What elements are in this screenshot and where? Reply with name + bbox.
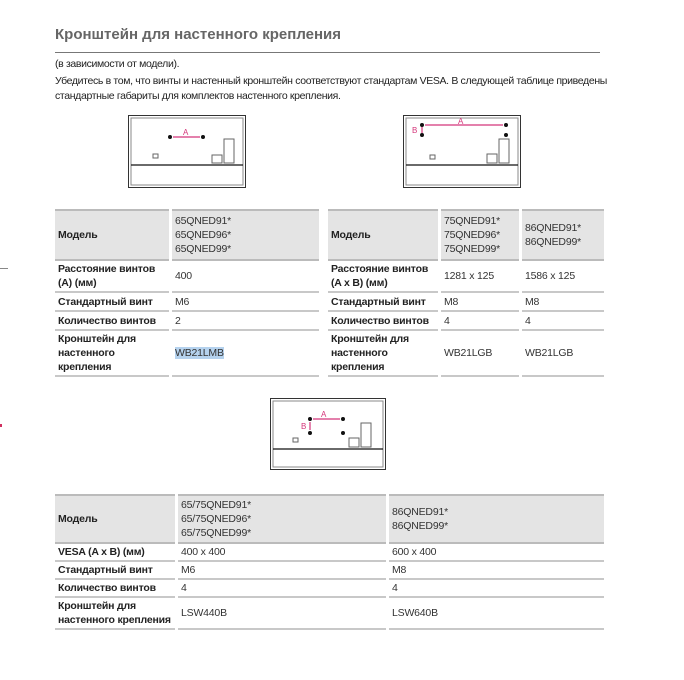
intro-text-1: Убедитесь в том, что винты и настенный кронштейн соответствуют стандартам VESA. В следующей таблице приведены bbox=[55, 75, 607, 87]
intro-text-2: стандартные габариты для комплектов настенного крепления. bbox=[55, 90, 341, 102]
table-row bbox=[55, 261, 319, 293]
label-a: A bbox=[458, 117, 464, 126]
row-value: 400 bbox=[172, 261, 319, 293]
table-row bbox=[55, 544, 604, 562]
model-cell: 65/75QNED91* 65/75QNED96* 65/75QNED99* bbox=[178, 494, 386, 544]
row-value: WB21LGB bbox=[441, 331, 519, 377]
table-row bbox=[55, 598, 604, 630]
table-75-86-models bbox=[325, 209, 607, 377]
row-value: 2 bbox=[172, 312, 319, 331]
row-value: M8 bbox=[389, 562, 604, 580]
row-label: Количество винтов bbox=[55, 312, 169, 331]
table-row bbox=[328, 331, 604, 377]
page-edge-mark bbox=[0, 268, 8, 269]
row-label: Кронштейн для настенного крепления bbox=[55, 598, 175, 630]
model-label: Модель bbox=[55, 209, 169, 261]
table-row bbox=[328, 312, 604, 331]
table-header-row bbox=[328, 209, 604, 261]
selected-text[interactable]: WB21LMB bbox=[175, 347, 224, 359]
table-row bbox=[55, 312, 319, 331]
model-name: 65QNED91* bbox=[175, 215, 231, 227]
label-a: A bbox=[183, 128, 189, 137]
model-label: Модель bbox=[328, 209, 438, 261]
tv-back-diagram-4-screws-wide bbox=[403, 115, 521, 188]
intro-note: (в зависимости от модели). bbox=[55, 58, 180, 70]
model-cell bbox=[172, 209, 319, 261]
table-row bbox=[55, 293, 319, 312]
row-value: WB21LGB bbox=[522, 331, 604, 377]
table-row bbox=[55, 331, 319, 377]
tv-back-diagram-4-screws-square bbox=[270, 398, 386, 470]
table-row bbox=[55, 562, 604, 580]
model-name: 65QNED99* bbox=[175, 243, 231, 255]
label-b: B bbox=[412, 126, 418, 135]
row-value: 400 x 400 bbox=[178, 544, 386, 562]
tv-back-diagram-2-screws bbox=[128, 115, 246, 188]
page-edge-mark-red bbox=[0, 424, 2, 427]
row-label: Количество винтов bbox=[328, 312, 438, 331]
row-label: Стандартный винт bbox=[328, 293, 438, 312]
label-a: A bbox=[321, 410, 327, 419]
intro-block bbox=[55, 57, 675, 104]
row-value: LSW440B bbox=[178, 598, 386, 630]
table-row bbox=[328, 261, 604, 293]
row-value: M6 bbox=[178, 562, 386, 580]
model-name: 65QNED96* bbox=[175, 229, 231, 241]
row-value bbox=[172, 331, 319, 377]
model-cell: 86QNED91* 86QNED99* bbox=[389, 494, 604, 544]
model-cell: 86QNED91* 86QNED99* bbox=[522, 209, 604, 261]
row-value: 4 bbox=[522, 312, 604, 331]
table-row bbox=[55, 580, 604, 598]
row-value: 4 bbox=[178, 580, 386, 598]
row-label: Расстояние винтов (A) (мм) bbox=[55, 261, 169, 293]
table-vesa-models bbox=[52, 494, 607, 630]
title-divider bbox=[55, 52, 600, 53]
row-value: 600 x 400 bbox=[389, 544, 604, 562]
section-title: Кронштейн для настенного крепления bbox=[55, 26, 342, 43]
row-value: M6 bbox=[172, 293, 319, 312]
row-value: M8 bbox=[522, 293, 604, 312]
row-label: Стандартный винт bbox=[55, 293, 169, 312]
table-row bbox=[328, 293, 604, 312]
row-value: 1586 x 125 bbox=[522, 261, 604, 293]
table-header-row bbox=[55, 209, 319, 261]
table-header-row bbox=[55, 494, 604, 544]
row-label: VESA (A x B) (мм) bbox=[55, 544, 175, 562]
table-65-models bbox=[52, 209, 322, 377]
row-label: Расстояние винтов (A x B) (мм) bbox=[328, 261, 438, 293]
label-b: B bbox=[301, 422, 307, 431]
row-label: Кронштейн для настенного крепления bbox=[55, 331, 169, 377]
row-label: Количество винтов bbox=[55, 580, 175, 598]
row-value: 4 bbox=[389, 580, 604, 598]
row-value: LSW640B bbox=[389, 598, 604, 630]
model-cell: 75QNED91* 75QNED96* 75QNED99* bbox=[441, 209, 519, 261]
row-value: M8 bbox=[441, 293, 519, 312]
model-label: Модель bbox=[55, 494, 175, 544]
row-label: Кронштейн для настенного крепления bbox=[328, 331, 438, 377]
row-value: 1281 x 125 bbox=[441, 261, 519, 293]
row-value: 4 bbox=[441, 312, 519, 331]
row-label: Стандартный винт bbox=[55, 562, 175, 580]
